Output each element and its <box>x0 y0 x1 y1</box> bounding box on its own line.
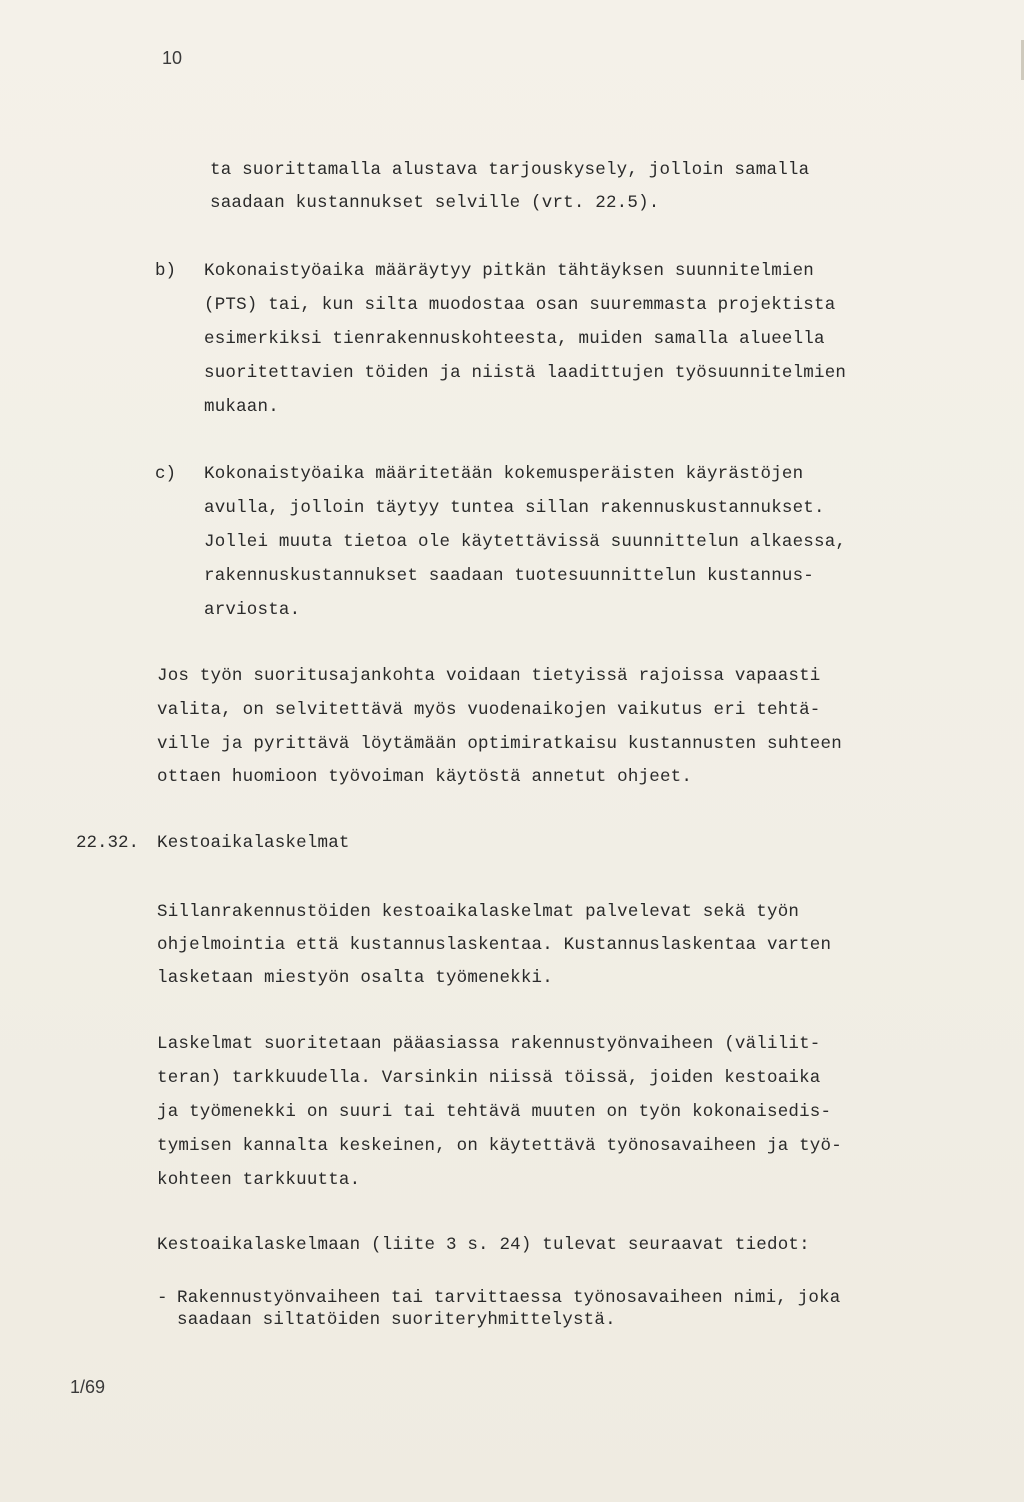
item-c-line-1: Kokonaistyöaika määritetään kokemusperäisten käyrästöjen <box>204 464 804 484</box>
para-contents-intro: Kestoaikalaskelmaan (liite 3 s. 24) tulevat seuraavat tiedot: <box>157 1235 810 1255</box>
bullet-1-line-1: Rakennustyönvaiheen tai tarvittaessa työnosavaiheen nimi, joka <box>177 1288 841 1308</box>
footer-code: 1/69 <box>70 1377 106 1397</box>
para-timing-line-4: ottaen huomioon työvoiman käytöstä annetut ohjeet. <box>157 767 693 787</box>
para-precision-line-2: teran) tarkkuudella. Varsinkin niissä töissä, joiden kestoaika <box>157 1068 821 1088</box>
para-precision-line-1: Laskelmat suoritetaan pääasiassa rakennustyönvaiheen (välilit- <box>157 1034 821 1054</box>
bullet-1-marker: - <box>157 1288 168 1308</box>
para-precision-line-3: ja työmenekki on suuri tai tehtävä muuten on työn kokonaisedis- <box>157 1102 832 1122</box>
section-title: Kestoaikalaskelmat <box>157 833 350 853</box>
item-b-line-4: suoritettavien töiden ja niistä laadittujen työsuunnitelmien <box>204 363 847 383</box>
item-c-line-2: avulla, jolloin täytyy tuntea sillan rakennuskustannukset. <box>204 498 825 518</box>
para-purpose-line-2: ohjelmointia että kustannuslaskentaa. Kustannuslaskentaa varten <box>157 935 832 955</box>
item-b-line-3: esimerkiksi tienrakennuskohteesta, muiden samalla alueella <box>204 329 825 349</box>
section-number: 22.32. <box>76 833 140 853</box>
para-timing-line-2: valita, on selvitettävä myös vuodenaikojen vaikutus eri tehtä- <box>157 700 821 720</box>
para-purpose-line-1: Sillanrakennustöiden kestoaikalaskelmat palvelevat sekä työn <box>157 902 800 922</box>
item-c-line-4: rakennuskustannukset saadaan tuotesuunnittelun kustannus- <box>204 566 814 586</box>
item-c-line-3: Jollei muuta tietoa ole käytettävissä suunnittelun alkaessa, <box>204 532 847 552</box>
para-precision-line-4: tymisen kannalta keskeinen, on käytettävä työnosavaiheen ja työ- <box>157 1136 842 1156</box>
para-timing-line-3: ville ja pyrittävä löytämään optimiratkaisu kustannusten suhteen <box>157 734 842 754</box>
para-purpose-line-3: lasketaan miestyön osalta työmenekki. <box>157 968 553 988</box>
item-b-line-1: Kokonaistyöaika määräytyy pitkän tähtäyksen suunnitelmien <box>204 261 814 281</box>
para-precision-line-5: kohteen tarkkuutta. <box>157 1170 361 1190</box>
intro-line-1: ta suorittamalla alustava tarjouskysely, jolloin samalla <box>210 160 810 180</box>
item-b-line-5: mukaan. <box>204 397 279 417</box>
item-c-line-5: arviosta. <box>204 600 301 620</box>
bullet-1-line-2: saadaan siltatöiden suoriteryhmittelystä. <box>177 1310 616 1330</box>
intro-line-2: saadaan kustannukset selville (vrt. 22.5). <box>210 193 660 213</box>
item-b-line-2: (PTS) tai, kun silta muodostaa osan suuremmasta projektista <box>204 295 836 315</box>
item-c-marker: c) <box>155 464 177 484</box>
page-number: 10 <box>162 48 183 68</box>
item-b-marker: b) <box>155 261 177 281</box>
para-timing-line-1: Jos työn suoritusajankohta voidaan tietyissä rajoissa vapaasti <box>157 666 821 686</box>
